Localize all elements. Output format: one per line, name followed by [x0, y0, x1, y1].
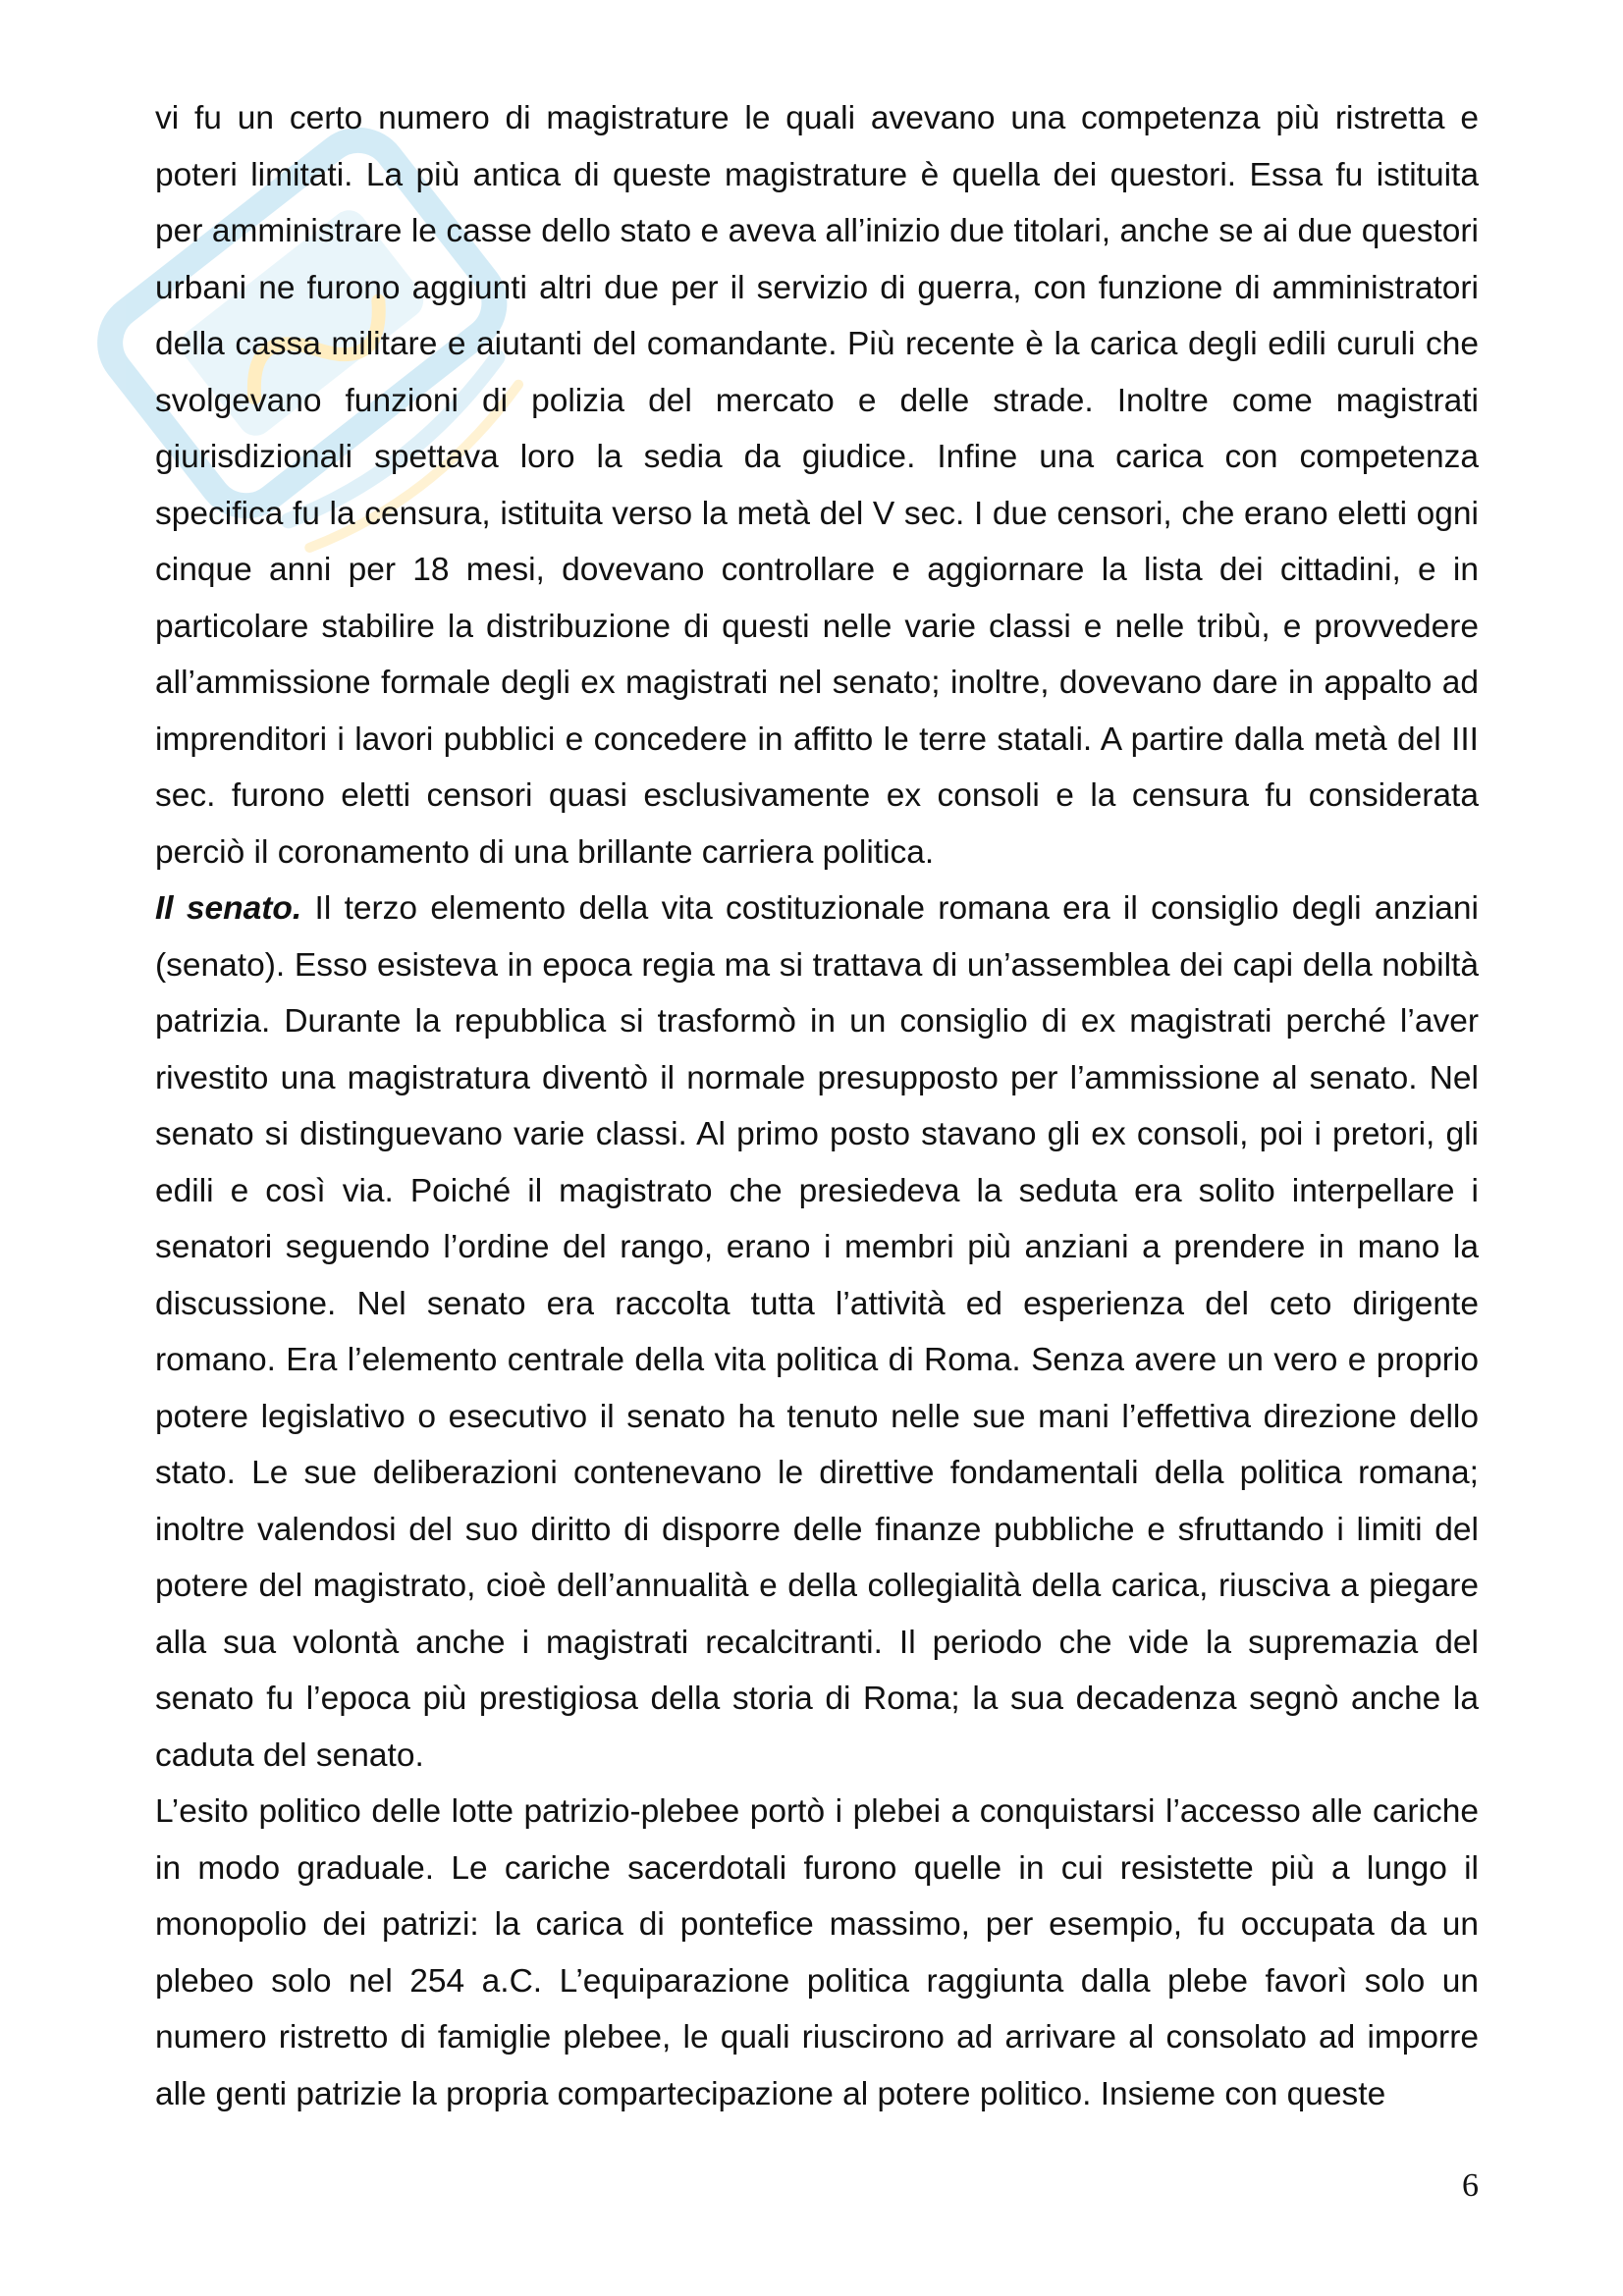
paragraph-plebei: L’esito politico delle lotte patrizio-plebee portò i plebei a conquistarsi l’accesso alle cariche in modo graduale. Le cariche sacerdotali furono quelle in cui resistette più a lungo il monopolio dei patrizi: la carica di pontefice massimo, per esempio, fu occupata da un plebeo solo nel 254 a.C. L’equiparazione politica raggiunta dalla plebe favorì solo un numero ristretto di famiglie plebee, le quali riuscirono ad arrivare al consolato ad imporre alle genti patrizie la propria compartecipazione al potere politico. Insieme con queste — [155, 1793, 1479, 2112]
page-number: 6 — [1462, 2167, 1479, 2204]
body-text — [155, 90, 1479, 2122]
paragraph-senato — [155, 881, 1479, 1784]
section-heading-senato: Il senato. — [155, 890, 302, 927]
paragraph-senato-text: Il terzo elemento della vita costituzionale romana era il consiglio degli anziani (senato). Esso esisteva in epoca regia ma si trattava di un’assemblea dei capi della nobiltà patrizia. Durante la repubblica si trasformò in un consiglio di ex magistrati perché l’aver rivestito una magistratura diventò il normale presupposto per l’ammissione al senato. Nel senato si distinguevano varie classi. Al primo posto stavano gli ex consoli, poi i pretori, gli edili e così via. Poiché il magistrato che presiedeva la seduta era solito interpellare i senatori seguendo l’ordine del rango, erano i membri più anziani a prendere in mano la discussione. Nel senato era raccolta tutta l’attività ed esperienza del ceto dirigente romano. Era l’elemento centrale della vita politica di Roma. Senza avere un vero e proprio potere legislativo o esecutivo il senato ha tenuto nelle sue mani l’effettiva direzione dello stato. Le sue deliberazioni contenevano le direttive fondamentali della politica romana; inoltre valendosi del suo diritto di disporre delle finanze pubbliche e sfruttando i limiti del potere del magistrato, cioè dell’annualità e della collegialità della carica, riusciva a piegare alla sua volontà anche i magistrati recalcitranti. Il periodo che vide la supremazia del senato fu l’epoca più prestigiosa della storia di Roma; la sua decadenza segnò anche la caduta del senato. — [155, 890, 1479, 1774]
paragraph-magistrature: vi fu un certo numero di magistrature le quali avevano una competenza più ristretta e poteri limitati. La più antica di queste magistrature è quella dei questori. Essa fu istituita per amministrare le casse dello stato e aveva all’inizio due titolari, anche se ai due questori urbani ne furono aggiunti altri due per il servizio di guerra, con funzione di amministratori della cassa militare e aiutanti del comandante. Più recente è la carica degli edili curuli che svolgevano funzioni di polizia del mercato e delle strade. Inoltre come magistrati giurisdizionali spettava loro la sedia da giudice. Infine una carica con competenza specifica fu la censura, istituita verso la metà del V sec. I due censori, che erano eletti ogni cinque anni per 18 mesi, dovevano controllare e aggiornare la lista dei cittadini, e in particolare stabilire la distribuzione di questi nelle varie classi e nelle tribù, e provvedere all’ammissione formale degli ex magistrati nel senato; inoltre, dovevano dare in appalto ad imprenditori i lavori pubblici e concedere in affitto le terre statali. A partire dalla metà del III sec. furono eletti censori quasi esclusivamente ex consoli e la censura fu considerata perciò il coronamento di una brillante carriera politica. — [155, 100, 1479, 871]
